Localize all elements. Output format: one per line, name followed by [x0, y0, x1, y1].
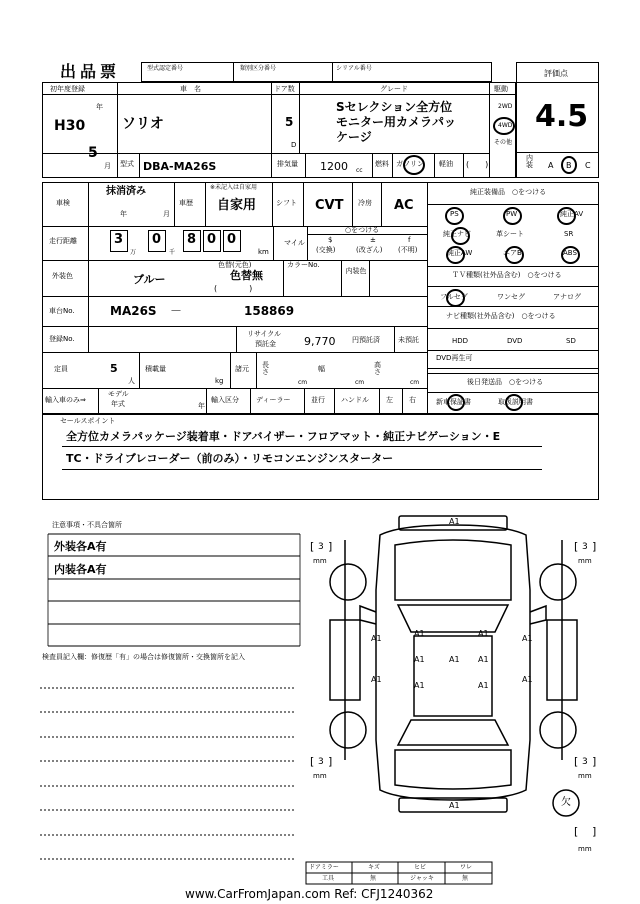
inspection-status: 抹消済み: [106, 186, 146, 197]
equip-pw: PW: [506, 210, 518, 218]
history-note: ※未記入は自家用: [210, 184, 258, 191]
tv-fullseg: フルセグ: [440, 293, 468, 301]
history-value: 自家用: [217, 198, 257, 213]
mark-roof-left: A1: [414, 655, 425, 664]
spare-open: [: [574, 825, 579, 838]
mile-label: マイル: [284, 239, 305, 247]
legend-jack: ジャッキ: [410, 875, 434, 882]
unknown-mark: f: [408, 236, 411, 244]
registration-label: 登録No.: [49, 335, 75, 343]
tire-fr-open: [: [574, 540, 579, 553]
repaint-label: 色替(元色): [218, 261, 252, 269]
door-suffix: D: [291, 141, 297, 149]
import-type-label: 輸入区分: [211, 396, 239, 404]
recycle-label-1: リサイクル: [247, 330, 282, 338]
recycle-label-2: 預託金: [255, 340, 276, 348]
frame-prefix: MA26S: [110, 304, 157, 318]
model-year-label-1: モデル: [108, 390, 129, 398]
tire-rr-value: 3: [582, 757, 588, 767]
color-code-label: カラーNo.: [287, 261, 320, 269]
equip-aw: 純正AW: [447, 249, 473, 257]
equip-av: 純正AV: [560, 210, 584, 218]
mark-roof-right: A1: [478, 655, 489, 664]
nav-hdd: HDD: [452, 337, 469, 345]
capacity-unit: 人: [128, 377, 135, 385]
mark-windshield-left: A1: [414, 629, 425, 638]
year-suffix: 年: [96, 103, 103, 111]
equip-navi: 純正ナビ: [443, 230, 471, 238]
inspection-year: 年: [120, 210, 127, 218]
evaluation-label: 評価点: [544, 69, 568, 78]
legend-crack: ヒビ: [414, 864, 427, 871]
mileage-exchange: (交換): [316, 246, 336, 254]
tire-rl-open: [: [310, 755, 315, 768]
import-parallel: 並行: [311, 396, 325, 404]
mark-windshield-right: A1: [478, 629, 489, 638]
dims-width-cm: cm: [355, 379, 365, 386]
dims-length: 長さ: [262, 361, 269, 376]
mileage-digit-5: 0: [227, 232, 237, 247]
notes-label: 注意事項・不具合箇所: [52, 521, 122, 529]
cc-unit: cc: [356, 167, 363, 174]
grade-label: グレード: [380, 85, 408, 93]
drive-2wd: 2WD: [498, 103, 513, 110]
drive-4wd: 4WD: [498, 122, 513, 129]
mileage-digit-4: 0: [207, 232, 217, 247]
interior-label: 内装: [526, 154, 533, 169]
equip-abs: ABS: [563, 249, 577, 257]
equip-sr: SR: [564, 230, 574, 238]
shift-label: シフト: [276, 199, 297, 207]
frame-dash: －: [170, 304, 183, 318]
mileage-man: 万: [130, 249, 137, 256]
load-label: 積載量: [145, 365, 166, 373]
footer-watermark: www.CarFromJapan.com Ref: CFJ1240362: [185, 887, 434, 901]
mark-right-rear-door: A1: [522, 675, 533, 684]
later-title: 後日発送品 ○をつける: [467, 378, 544, 386]
mark-rear-bumper: A1: [449, 801, 460, 810]
handle-label: ハンドル: [341, 396, 369, 404]
drive-label: 駆動: [494, 85, 508, 93]
mileage-digit-3: 8: [187, 232, 197, 247]
model-label: 型式: [120, 160, 134, 168]
original-color-paren: ( ): [214, 284, 253, 293]
tire-fl-close: ]: [328, 540, 333, 553]
mark-right-front-door: A1: [522, 634, 533, 643]
legend-tool: 工具: [322, 875, 335, 882]
frame-label: 車台No.: [49, 307, 75, 315]
recycle-value: 9,770: [304, 335, 336, 348]
evaluation-score: 4.5: [535, 99, 589, 134]
import-label: 輸入車のみ⇒: [45, 396, 86, 404]
month-suffix: 月: [104, 162, 111, 170]
displacement-value: 1200: [320, 160, 348, 173]
doors-label: ドア数: [274, 85, 295, 93]
equip-ps: PS: [450, 210, 459, 218]
mark-front-bumper: A1: [449, 517, 460, 526]
dvd-playback: DVD再生可: [436, 354, 473, 362]
later-manual: 取扱説明書: [498, 398, 533, 406]
inspection-label: 車検: [56, 199, 70, 207]
tire-rl-close: ]: [328, 755, 333, 768]
handle-right: 右: [409, 396, 416, 404]
exchange-mark: $: [328, 236, 333, 244]
mileage-tamper: (改ざん): [356, 246, 383, 254]
ac-value: AC: [394, 198, 414, 213]
model-value: DBA-MA26S: [143, 160, 217, 173]
car-name-label: 車 名: [180, 85, 201, 93]
load-kg: kg: [215, 377, 224, 385]
tire-fr-value: 3: [582, 542, 588, 552]
equip-leather: 革シート: [496, 230, 524, 238]
car-name-value: ソリオ: [122, 116, 164, 132]
mileage-circle-note: ○をつける: [345, 226, 380, 234]
inspection-month: 月: [163, 210, 170, 218]
tire-fr-mm: mm: [578, 557, 592, 565]
mileage-sen: 千: [169, 249, 176, 256]
tire-rr-open: [: [574, 755, 579, 768]
serial-number-label: シリアル番号: [336, 65, 372, 72]
fuel-label: 燃料: [375, 160, 389, 168]
first-reg-year: H30: [54, 118, 86, 134]
fuel-light-oil: 軽油: [439, 160, 453, 168]
tire-fl-open: [: [310, 540, 315, 553]
fuel-gasoline: ガソリン: [396, 160, 424, 168]
recycle-not-deposited: 未預託: [398, 336, 419, 344]
mileage-label: 走行距離: [49, 237, 77, 245]
mark-rear-left: A1: [414, 681, 425, 690]
recycle-deposited: 円預託済: [352, 336, 380, 344]
mileage-unknown: (不明): [398, 246, 418, 254]
spare-missing: 欠: [561, 797, 571, 808]
later-warranty: 新車保証書: [436, 398, 471, 406]
tire-rr-close: ]: [592, 755, 597, 768]
nav-sd: SD: [566, 337, 576, 345]
nav-title: ナビ種類(社外品含む) ○をつける: [446, 312, 556, 320]
tamper-mark: ±: [370, 236, 376, 244]
form-title: 出品票: [60, 62, 121, 81]
exterior-color-label: 外装色: [52, 272, 73, 280]
interior-a: A: [548, 161, 554, 170]
legend-break: ワレ: [460, 864, 473, 871]
nav-dvd: DVD: [507, 337, 523, 345]
dims-height: 高さ: [374, 361, 381, 376]
spare-close: ]: [592, 825, 597, 838]
tire-rr-mm: mm: [578, 772, 592, 780]
capacity-label: 定員: [54, 365, 68, 373]
legend-scratch: キズ: [368, 864, 380, 871]
history-label: 車歴: [179, 199, 193, 207]
first-reg-label: 初年度登録: [50, 85, 85, 93]
model-year-suffix: 年: [198, 402, 205, 410]
spare-mm: mm: [578, 845, 592, 853]
sales-point-label: セールスポイント: [60, 417, 116, 425]
inspector-label: 検査員記入欄：修復歴「有」の場合は修復箇所・交換箇所を記入: [42, 653, 245, 661]
shift-value: CVT: [315, 198, 344, 213]
exterior-color-value: ブルー: [133, 273, 166, 286]
repaint-value: 色替無: [230, 269, 263, 282]
class-number-label: 類別区分番号: [240, 65, 277, 72]
legend-mirror: ドアミラー: [309, 864, 339, 871]
dims-height-cm: cm: [410, 379, 420, 386]
equip-airbag: エアB: [503, 249, 522, 257]
interior-color-label: 内装色: [345, 267, 367, 275]
sales-point-line-1: 全方位カメラパッケージ装着車・ドアバイザー・フロアマット・純正ナビゲーション・E: [66, 430, 501, 443]
dims-label: 諸元: [235, 365, 249, 373]
interior-c: C: [585, 161, 591, 170]
drive-other: その他: [494, 139, 513, 146]
tv-analog: アナログ: [553, 293, 581, 301]
capacity-value: 5: [110, 362, 118, 375]
grade-line-1: Sセレクション全方位: [336, 100, 453, 114]
frame-number: 158869: [244, 304, 295, 318]
notes-line-2: 内装各A有: [54, 563, 107, 576]
import-dealer: ディーラー: [256, 396, 291, 404]
displacement-label: 排気量: [277, 160, 298, 168]
tire-fl-mm: mm: [313, 557, 327, 565]
tire-rl-mm: mm: [313, 772, 327, 780]
dims-length-cm: cm: [298, 379, 308, 386]
mark-left-front-door: A1: [371, 634, 382, 643]
model-cert-label: 型式認定番号: [147, 65, 184, 72]
fuel-other: ( ): [466, 160, 489, 169]
tire-fr-close: ]: [592, 540, 597, 553]
tire-rl-value: 3: [318, 757, 324, 767]
interior-b: B: [566, 161, 572, 170]
mark-left-rear-door: A1: [371, 675, 382, 684]
model-year-label-2: 年式: [111, 400, 125, 408]
equipment-title: 純正装備品 ○をつける: [470, 188, 547, 196]
legend-tool-value: 無: [370, 875, 377, 882]
grade-line-3: ケージ: [336, 130, 372, 144]
mileage-digit-2: 0: [152, 232, 162, 247]
ac-label: 冷房: [358, 199, 372, 207]
handle-left: 左: [386, 396, 393, 404]
tv-oneseg: ワンセグ: [497, 293, 525, 301]
tire-fl-value: 3: [318, 542, 324, 552]
doors-value: 5: [285, 115, 294, 129]
mark-roof-center: A1: [449, 655, 460, 664]
sales-point-line-2: TC・ドライブレコーダー（前のみ）・リモコンエンジンスターター: [66, 452, 394, 465]
grade-line-2: モニター用カメラパッ: [336, 115, 457, 129]
dims-width: 幅: [318, 365, 325, 373]
legend-jack-value: 無: [462, 875, 469, 882]
mileage-digit-1: 3: [114, 232, 124, 247]
first-reg-month: 5: [88, 145, 98, 161]
notes-line-1: 外装各A有: [54, 540, 107, 553]
mark-rear-right: A1: [478, 681, 489, 690]
tv-title: ＴＶ種類(社外品含む) ○をつける: [452, 271, 562, 279]
km-unit: km: [258, 248, 269, 256]
